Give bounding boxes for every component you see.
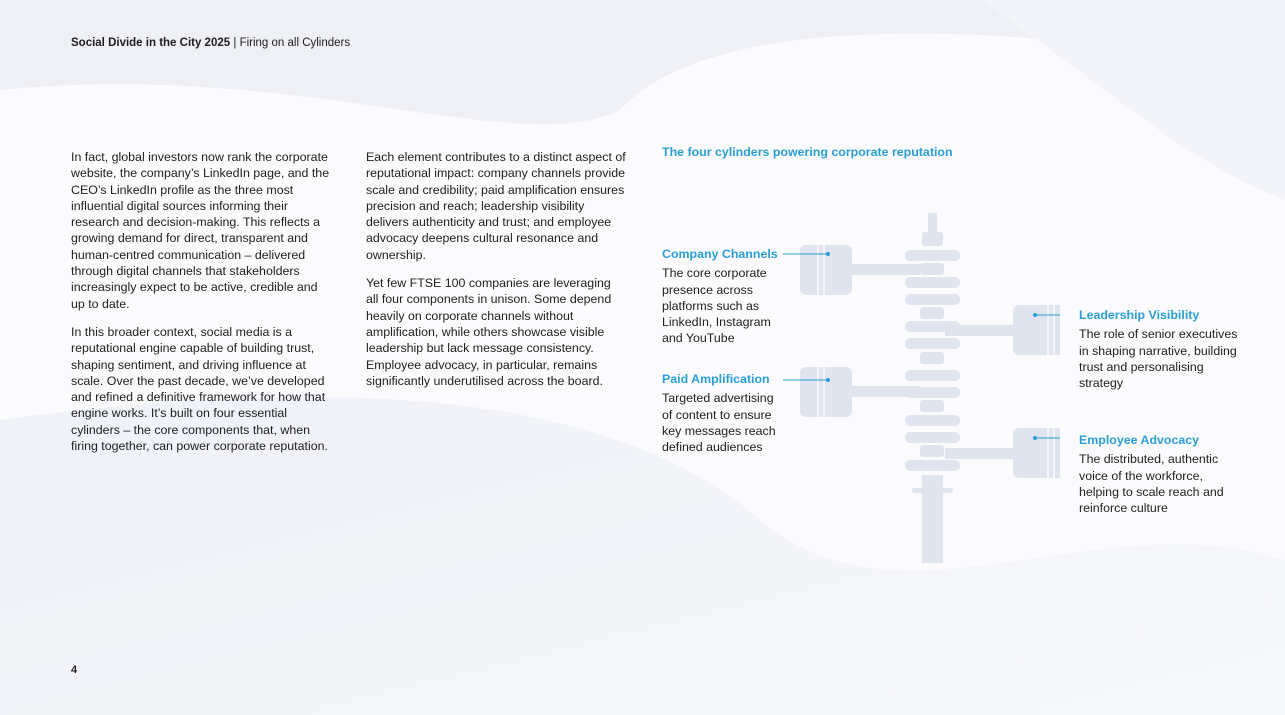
- figure-title: The four cylinders powering corporate reputation: [662, 145, 953, 159]
- header-subtitle: Firing on all Cylinders: [239, 37, 351, 49]
- text-column-1: [71, 149, 333, 466]
- label-title: Paid Amplification: [662, 372, 770, 386]
- label-title: Employee Advocacy: [1079, 433, 1200, 447]
- label-text: The distributed, authentic voice of the workforce, helping to scale reach and reinforce culture: [1079, 452, 1224, 516]
- engine-crankshaft-illustration: [780, 205, 1060, 575]
- label-text: The core corporate presence across platforms such as LinkedIn, Instagram and YouTube: [662, 266, 771, 346]
- paragraph: Each element contributes to a distinct aspect of reputational impact: company channels provide scale and credibility; paid amplification ensures precision and reach; leadership visibility delivers authenticity and trust; and employee advocacy deepens cultural resonance and ownership.: [366, 150, 626, 262]
- label-employee-advocacy: [1079, 432, 1239, 516]
- label-text: The role of senior executives in shaping narrative, building trust and personalising strategy: [1079, 327, 1238, 391]
- paragraph: Yet few FTSE 100 companies are leveraging all four components in unison. Some depend heavily on corporate channels without amplification, while others showcase visible leadership but lack message consistency. Employee advocacy, in particular, remains significantly underutilised across the board.: [366, 276, 612, 388]
- header-title: Social Divide in the City 2025: [71, 37, 231, 49]
- label-company-channels: [662, 246, 780, 347]
- paragraph: In this broader context, social media is a reputational engine capable of building trust, shaping sentiment, and driving influence at scale. Over the past decade, we’ve developed and refined a definitive framework for how that engine works. It’s built on four essential cylinders – the core components that, when firing together, can power corporate reputation.: [71, 324, 328, 454]
- label-title: Leadership Visibility: [1079, 308, 1200, 322]
- label-text: Targeted advertising of content to ensure key messages reach defined audiences: [662, 391, 776, 455]
- page-number: 4: [71, 664, 78, 676]
- label-leadership-visibility: [1079, 307, 1239, 391]
- label-title: Company Channels: [662, 247, 778, 261]
- text-column-2: [366, 149, 626, 401]
- running-header: [71, 37, 350, 49]
- paragraph: In fact, global investors now rank the corporate website, the company’s LinkedIn page, and the CEO’s LinkedIn profile as the three most influential digital sources informing their research and decision-making. This reflects a growing demand for direct, transparent and human-centred communication – delivered through digital channels that stakeholders increasingly expect to be active, credible and up to date.: [71, 150, 330, 311]
- header-separator: |: [233, 37, 237, 49]
- label-paid-amplification: [662, 371, 782, 455]
